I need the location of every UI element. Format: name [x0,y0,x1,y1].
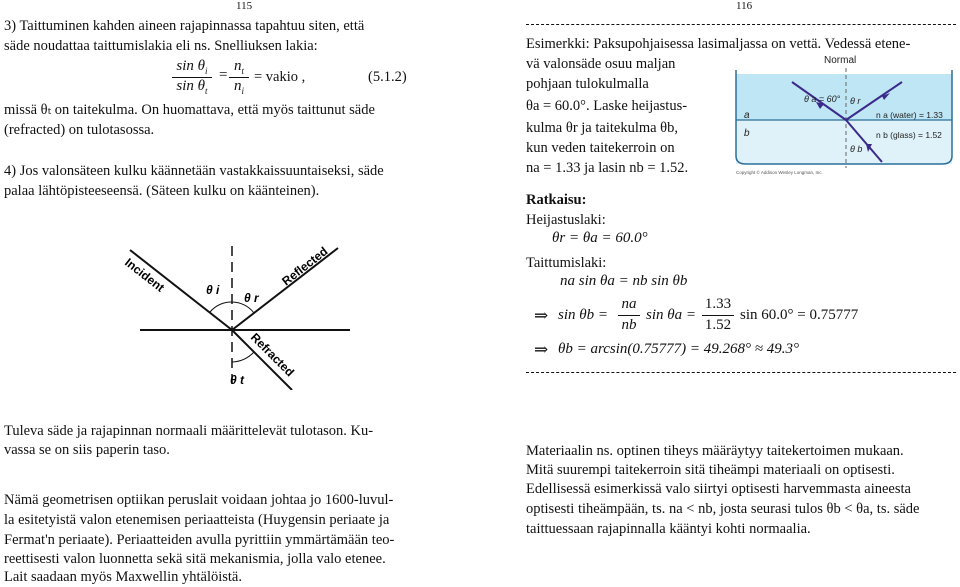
para2-line1: Nämä geometrisen optiikan peruslait voidaan johtaa jo 1600-luvul- [4,492,394,508]
step1-mid: sin θa = [646,307,696,323]
example-line5: kulma θr ja taitekulma θb, [526,120,679,136]
bottom-rule [526,372,956,373]
item3-line2: säde noudattaa taittumislakia eli ns. Snelliuksen lakia: [4,38,318,54]
para2-line4: reettisesti valon luonnetta sekä sitä mekanismia, jolla valo etenee. [4,551,386,567]
example-line2: vä valonsäde osuu maljan [526,56,676,72]
step1-frac2-den: 1.52 [704,317,732,333]
eq-lhs-num-sub: i [205,66,208,76]
glass-region [736,120,952,164]
implies-arrow-1: ⇒ [534,306,549,325]
snell-equation [172,58,472,100]
right-para-line4: optisesti tiheämpään, ts. na < nb, josta seurasi tulos θb < θa, ts. säde [526,501,920,517]
implies-arrow-2: ⇒ [534,340,549,359]
label-theta-b: θ b [850,144,863,154]
step1-frac-den: nb [621,317,637,333]
eq-equals: = [218,67,229,83]
right-para-line3: Edellisessä esimerkissä valo siirtyi optisesti harvemmasta aineesta [526,481,911,497]
label-refracted: Refracted [247,330,297,380]
right-para-line2: Mitä suurempi taitekerroin sitä tiheämpi materiaali on optisesti. [526,462,895,478]
right-para-line1: Materiaalin ns. optinen tiheys määräytyy taitekertoimen mukaan. [526,443,904,459]
eq-rhs-numerator [230,58,248,76]
eq-rhs-num-text: n [233,58,242,74]
para1-line2: vassa se on siis paperin taso. [4,442,170,458]
refraction-equation: na sin θa = nb sin θb [560,273,688,289]
step1-rhs: sin 60.0° = 0.75777 [740,307,859,323]
label-a: a [744,110,750,121]
top-rule [526,24,956,25]
eq-rhs-denominator [230,78,248,96]
label-incident: Incident [122,255,168,295]
eq-number: (5.1.2) [368,69,407,85]
label-theta-t: θ t [230,373,245,387]
right-para-line5: taittuessaan rajapinnalla kääntyi kohti normaalia. [526,521,811,537]
eq-rhs-den-sub: i [241,86,244,96]
label-theta-i: θ i [206,283,220,297]
para2-line5: Lait saadaan myös Maxwellin yhtälöistä. [4,569,242,585]
eq-tail: = vakio , [254,69,306,85]
example-line4: θa = 60.0°. Laske heijastus- [526,98,688,114]
item3-line1: 3) Taittuminen kahden aineen rajapinnassa tapahtuu siten, että [4,18,365,34]
label-nb: n b (glass) = 1.52 [876,130,942,140]
solution-heading: Ratkaisu: [526,192,587,208]
eq-lhs-denominator [172,78,212,96]
label-theta-a: θ a = 60° [804,94,841,104]
water-glass-figure [732,52,956,176]
copyright-text: Copyright © Addison Wesley Longman, Inc. [736,170,823,175]
refraction-figure [110,240,370,390]
label-normal: Normal [824,55,857,66]
example-line6: kun veden taitekerroin on [526,140,675,156]
eq-rhs-den-text: n [233,78,242,94]
solution-step2 [534,340,934,362]
step1-frac2-bar [702,315,734,316]
reflection-law-label: Heijastuslaki: [526,212,606,228]
eq-lhs-den-sub: t [205,86,208,96]
page-number-right: 116 [736,0,753,12]
step1-frac-bar [618,315,640,316]
step1-frac2-num: 1.33 [704,296,732,312]
reflection-equation: θr = θa = 60.0° [552,230,648,246]
solution-step1 [534,296,934,340]
label-na: n a (water) = 1.33 [876,110,943,120]
para2-line3: Fermat'n periaate). Periaatteiden avulla pyrittiin ymmärtämään teo- [4,532,395,548]
label-reflected: Reflected [279,244,331,289]
para1-line1: Tuleva säde ja rajapinnan normaali määrittelevät tulotason. Ku- [4,423,374,439]
eq-lhs-numerator [172,58,212,76]
item3-line4: (refracted) on tulotasossa. [4,122,155,138]
item4-line2: palaa lähtöpisteeseensä. (Säteen kulku on käänteinen). [4,183,320,199]
label-b: b [744,128,750,139]
refraction-law-label: Taittumislaki: [526,255,607,271]
step1-lhs: sin θb = [558,307,608,323]
label-theta-r: θ r [850,96,861,106]
arc-theta-i [210,302,232,312]
page-number-left: 115 [236,0,253,12]
example-line7: na = 1.33 ja lasin nb = 1.52. [526,160,689,176]
eq-lhs-den-text: sin θ [176,78,206,94]
item3-line3: missä θₜ on taitekulma. On huomattava, että myös taittunut säde [4,102,375,118]
step2-equation: θb = arcsin(0.75777) = 49.268° ≈ 49.3° [558,341,800,357]
eq-lhs-num-text: sin θ [176,58,206,74]
eq-rhs-num-sub: t [241,66,244,76]
example-line1: Esimerkki: Paksupohjaisessa lasimaljassa on vettä. Vedessä etene- [526,36,911,52]
step1-frac-num: na [621,296,637,312]
item4-line1: 4) Jos valonsäteen kulku käännetään vastakkaissuuntaiseksi, säde [4,163,384,179]
para2-line2: la esitetyistä valon etenemisen periaatteista (Huygensin periaate ja [4,512,390,528]
arc-theta-t [232,352,254,362]
label-theta-r: θ r [244,291,259,305]
example-line3: pohjaan tulokulmalla [526,76,649,92]
